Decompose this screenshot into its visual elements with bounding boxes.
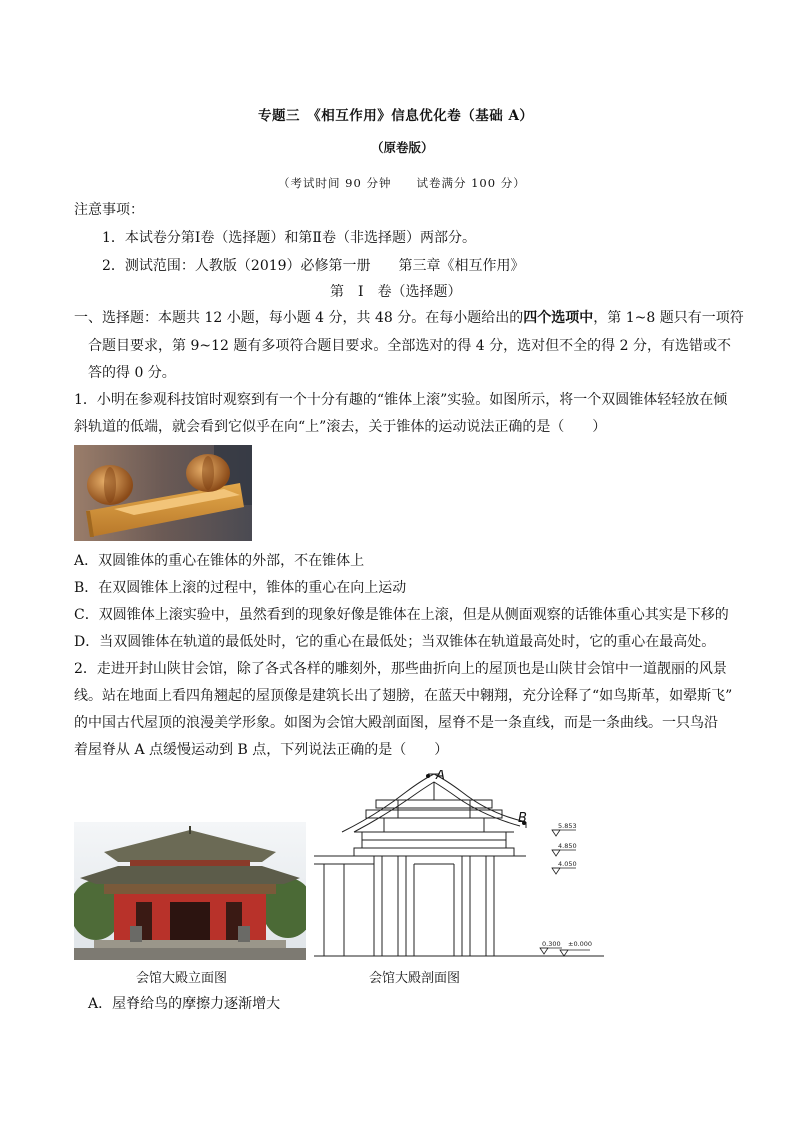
elevation-2: 4.850 [558, 842, 577, 850]
double-cone-photo [74, 445, 252, 541]
instructions-line-1 [74, 308, 744, 328]
q2-stem-line-1: 2．走进开封山陕甘会馆，除了各式各样的雕刻外，那些曲折向上的屋顶也是山陕甘会馆中一道靓丽的风景 [74, 661, 727, 677]
hall-section-drawing [314, 770, 606, 960]
label-point-a: A [436, 770, 445, 783]
section-title: 第 Ⅰ 卷（选择题） [330, 284, 462, 300]
q1-option-a: A．双圆锥体的重心在锥体的外部，不在锥体上 [74, 553, 365, 569]
q1-option-b: B．在双圆锥体上滚的过程中，锥体的重心在向上运动 [74, 580, 407, 596]
instructions-part1-end: ，第 1~8 题只有一项符 [593, 310, 744, 326]
hall-elevation-photo [74, 822, 306, 960]
q2-stem-line-3: 的中国古代屋顶的浪漫美学形象。如图为会馆大殿剖面图，屋脊不是一条直线，而是一条曲线。一只鸟沿 [74, 715, 718, 731]
q1-stem-line-1: 1．小明在参观科技馆时观察到有一个十分有趣的“锥体上滚”实验。如图所示，将一个双圆锥体轻轻放在倾 [74, 392, 728, 408]
elevation-1: 5.853 [558, 822, 577, 830]
page-title: 专题三 《相互作用》信息优化卷（基础 A） [258, 108, 534, 124]
point-a-marker [426, 774, 430, 778]
instructions-part1: 一、选择题：本题共 12 小题，每小题 4 分，共 48 分。在每小题给出的 [74, 310, 524, 326]
notice-item-1: 1．本试卷分第Ⅰ卷（选择题）和第Ⅱ卷（非选择题）两部分。 [102, 230, 476, 246]
caption-elevation: 会馆大殿立面图 [136, 971, 228, 986]
elevation-3: 4.050 [558, 860, 577, 868]
q2-stem-line-4: 着屋脊从 A 点缓慢运动到 B 点，下列说法正确的是（ ） [74, 742, 449, 758]
elevation-4: 0.300 [542, 940, 561, 948]
page-subtitle: （原卷版） [371, 140, 434, 155]
q2-option-a: A．屋脊给鸟的摩擦力逐渐增大 [88, 996, 281, 1012]
caption-section: 会馆大殿剖面图 [369, 971, 461, 986]
instructions-line-2: 合题目要求，第 9~12 题有多项符合题目要求。全部选对的得 4 分，选对但不全的得 2 分，有选错或不 [88, 338, 731, 354]
exam-time-info: （考试时间 90 分钟 试卷满分 100 分） [278, 176, 526, 190]
q1-option-d: D．当双圆锥体在轨道的最低处时，它的重心在最低处；当双锥体在轨道最高处时，它的重心在最高处。 [74, 634, 716, 650]
q1-stem-line-2: 斜轨道的低端，就会看到它似乎在向“上”滚去，关于锥体的运动说法正确的是（ ） [74, 419, 607, 435]
elevation-5: ±0.000 [568, 940, 593, 948]
notice-heading: 注意事项： [74, 202, 144, 218]
q2-stem-line-2: 线。站在地面上看四角翘起的屋顶像是建筑长出了翅膀，在蓝天中翱翔，充分诠释了“如鸟斯革，如翚斯飞” [74, 688, 733, 704]
instructions-bold: 四个选项中 [523, 310, 594, 326]
label-point-b: B [518, 811, 527, 826]
notice-item-2: 2．测试范围：人教版（2019）必修第一册 第三章《相互作用》 [102, 258, 525, 274]
q1-option-c: C．双圆锥体上滚实验中，虽然看到的现象好像是锥体在上滚，但是从侧面观察的话锥体重心其实是下移的 [74, 607, 729, 623]
instructions-line-3: 答的得 0 分。 [88, 365, 176, 381]
